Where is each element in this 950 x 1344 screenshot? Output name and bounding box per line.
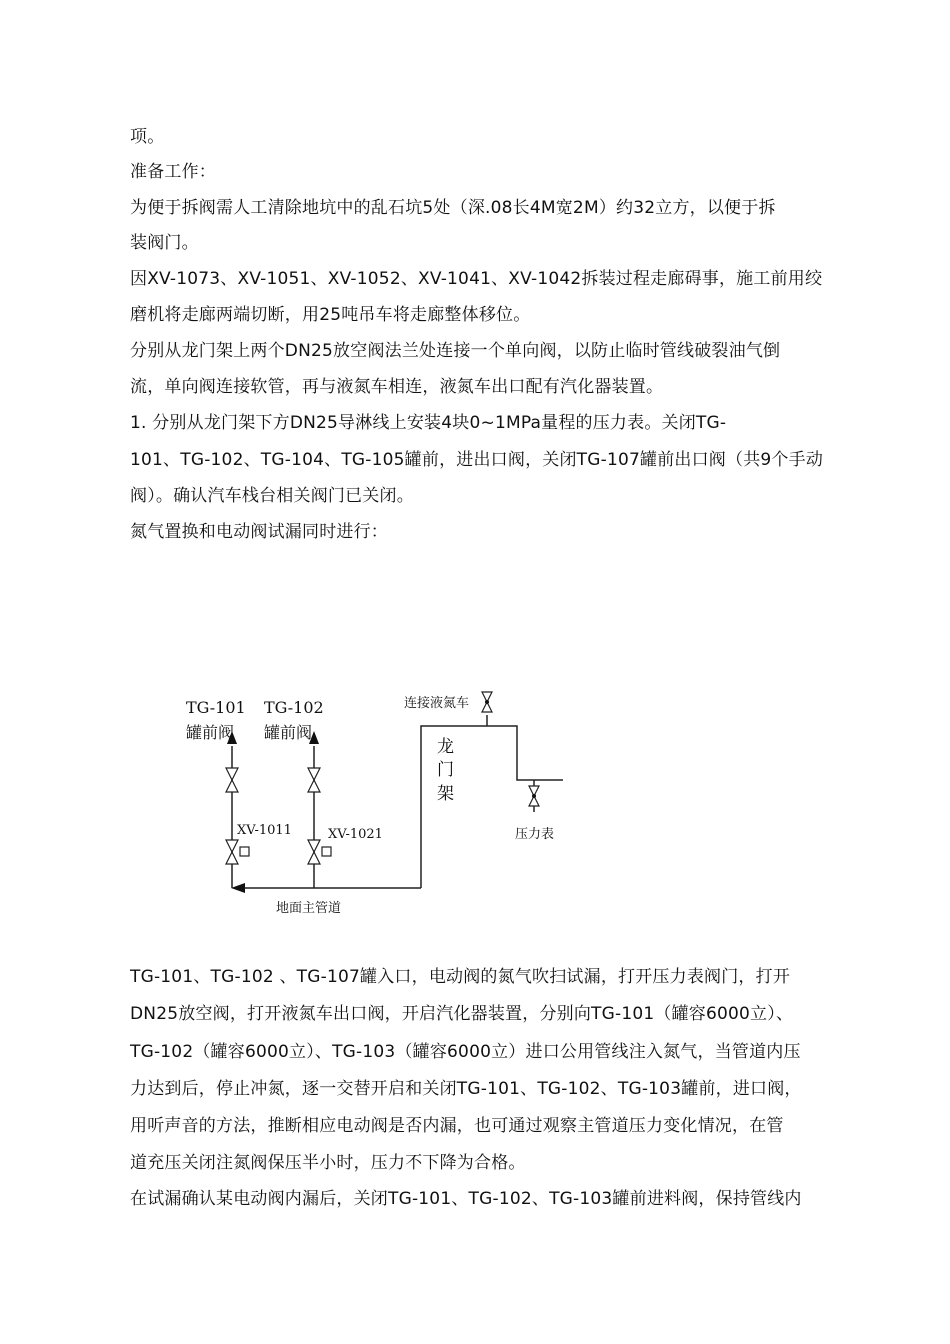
gauge-label: 压力表 (515, 827, 555, 842)
manual-valve-icon (308, 768, 320, 792)
connect-label: 连接液氮车 (404, 696, 470, 711)
piping-diagram (0, 660, 950, 930)
paragraph-line: DN25放空阀，打开液氮车出口阀，开启汽化器装置，分别向TG-101（罐容6000立）、 (130, 1004, 794, 1024)
tg101-sub: 罐前阀 (186, 723, 235, 742)
gantry-label-3: 架 (437, 784, 454, 804)
paragraph-line: 道充压关闭注氮阀保压半小时，压力不下降为合格。 (130, 1153, 526, 1173)
tg102-name: TG-102 (264, 698, 324, 717)
paragraph-line: 为便于拆阀需人工清除地坑中的乱石坑5处（深.08长4M宽2M）约32立方，以便于拆 (130, 198, 776, 218)
gantry-label-2: 门 (437, 760, 454, 780)
paragraph-line: 流，单向阀连接软管，再与液氮车相连，液氮车出口配有汽化器装置。 (130, 377, 664, 397)
xv1011-label: XV-1011 (237, 823, 292, 838)
paragraph-line: 力达到后，停止冲氮，逐一交替开启和关闭TG-101、TG-102、TG-103罐前，进口阀， (130, 1079, 802, 1099)
paragraph-line: 氮气置换和电动阀试漏同时进行： (130, 522, 388, 542)
arrow-left-icon (231, 883, 245, 893)
paragraph-line: 项。 (130, 127, 165, 147)
paragraph-line: 分别从龙门架上两个DN25放空阀法兰处连接一个单向阀，以防止临时管线破裂油气倒 (130, 341, 781, 361)
paragraph-line: TG-102（罐容6000立）、TG-103（罐容6000立）进口公用管线注入氮气，当管道内压 (130, 1042, 801, 1062)
paragraph-line: TG-101、TG-102 、TG-107罐入口，电动阀的氮气吹扫试漏，打开压力表阀门，打开 (130, 967, 791, 987)
paragraph-line: 装阀门。 (130, 233, 199, 253)
main-pipe-label: 地面主管道 (276, 901, 342, 916)
manual-valve-icon (226, 768, 238, 792)
paragraph-line: 在试漏确认某电动阀内漏后，关闭TG-101、TG-102、TG-103罐前进料阀，保持管线内 (130, 1189, 802, 1209)
paragraph-line: 用听声音的方法，推断相应电动阀是否内漏，也可通过观察主管道压力变化情况，在管 (130, 1116, 784, 1136)
actuator-icon (322, 847, 331, 856)
paragraph-line: 准备工作： (130, 162, 216, 182)
paragraph-line: 阀）。确认汽车栈台相关阀门已关闭。 (130, 486, 414, 506)
xv1021-label: XV-1021 (328, 827, 383, 842)
valve-dot-icon (532, 794, 536, 798)
paragraph-line: 101、TG-102、TG-104、TG-105罐前，进出口阀，关闭TG-107罐前出口阀（共9个手动 (130, 450, 824, 470)
paragraph-line: 磨机将走廊两端切断，用25吨吊车将走廊整体移位。 (130, 305, 531, 325)
tg102-sub: 罐前阀 (264, 723, 313, 742)
actuator-icon (240, 847, 249, 856)
motor-valve-icon (308, 840, 320, 864)
gantry-label-1: 龙 (437, 737, 454, 757)
paragraph-line: 因XV-1073、XV-1051、XV-1052、XV-1041、XV-1042拆装过程走廊碍事，施工前用绞 (130, 269, 823, 289)
motor-valve-icon (226, 840, 238, 864)
valve-dot-icon (485, 700, 489, 704)
tg101-name: TG-101 (186, 698, 246, 717)
paragraph-line: 1. 分别从龙门架下方DN25导淋线上安装4块0~1MPa量程的压力表。关闭TG- (130, 413, 727, 433)
